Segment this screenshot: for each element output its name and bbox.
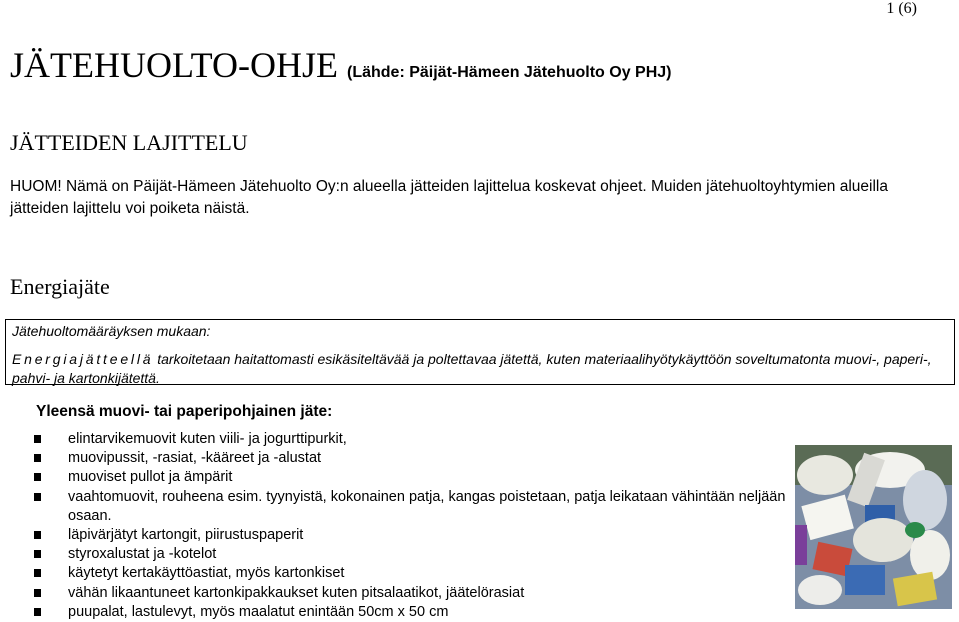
list-item: käytetyt kertakäyttöastiat, myös kartonkiset — [34, 564, 794, 583]
notice-paragraph: HUOM! Nämä on Päijät-Hämeen Jätehuolto Oy:n alueella jätteiden lajittelua koskevat ohjeet. Muiden jätehuoltoyhtymien alueilla jätteiden lajittelu voi poiketa näistä. — [10, 178, 888, 217]
definition-term: Energiajätteellä — [12, 351, 154, 367]
definition-text — [12, 350, 950, 388]
list-item: styroxalustat ja -kotelot — [34, 545, 794, 564]
title-source: (Lähde: Päijät-Hämeen Jätehuolto Oy PHJ) — [347, 64, 672, 81]
list-item: muovipussit, -rasiat, -kääreet ja -alustat — [34, 449, 794, 468]
list-item: vaahtomuovit, rouheena esim. tyynyistä, kokonainen patja, kangas poistetaan, patja leikataan vähintään neljään osaan. — [34, 488, 794, 526]
bullet-icon — [34, 454, 41, 462]
definition-label: Jätehuoltomääräyksen mukaan: — [12, 323, 211, 339]
bullet-icon — [34, 569, 41, 577]
bullet-icon — [34, 589, 41, 597]
bullet-icon — [34, 493, 41, 501]
section-title: JÄTTEIDEN LAJITTELU — [10, 130, 248, 155]
list-item: puupalat, lastulevyt, myös maalatut enintään 50cm x 50 cm — [34, 603, 794, 622]
list-item: muoviset pullot ja ämpärit — [34, 468, 794, 487]
energy-waste-heading: Energiajäte — [10, 274, 110, 299]
waste-photo — [795, 445, 952, 609]
bullet-icon — [34, 435, 41, 443]
common-waste-heading: Yleensä muovi- tai paperipohjainen jäte: — [36, 403, 333, 420]
bullet-icon — [34, 608, 41, 616]
bullet-icon — [34, 531, 41, 539]
document-title — [10, 44, 672, 86]
bullet-icon — [34, 550, 41, 558]
list-item: vähän likaantuneet kartonkipakkaukset kuten pitsalaatikot, jäätelörasiat — [34, 584, 794, 603]
waste-photo-illustration — [795, 445, 952, 609]
waste-list — [34, 430, 794, 622]
bullet-icon — [34, 473, 41, 481]
title-main: JÄTEHUOLTO-OHJE — [10, 45, 338, 85]
definition-box — [5, 319, 955, 385]
list-item: elintarvikemuovit kuten viili- ja jogurttipurkit, — [34, 430, 794, 449]
page-number: 1 (6) — [886, 0, 917, 17]
definition-body: tarkoitetaan haitattomasti esikäsiteltävää ja poltettavaa jätettä, kuten materiaalihyötykäyttöön soveltumatonta muovi-, paperi-, pahvi- ja kartonkijätettä. — [12, 351, 932, 386]
list-item: läpivärjätyt kartongit, piirustuspaperit — [34, 526, 794, 545]
